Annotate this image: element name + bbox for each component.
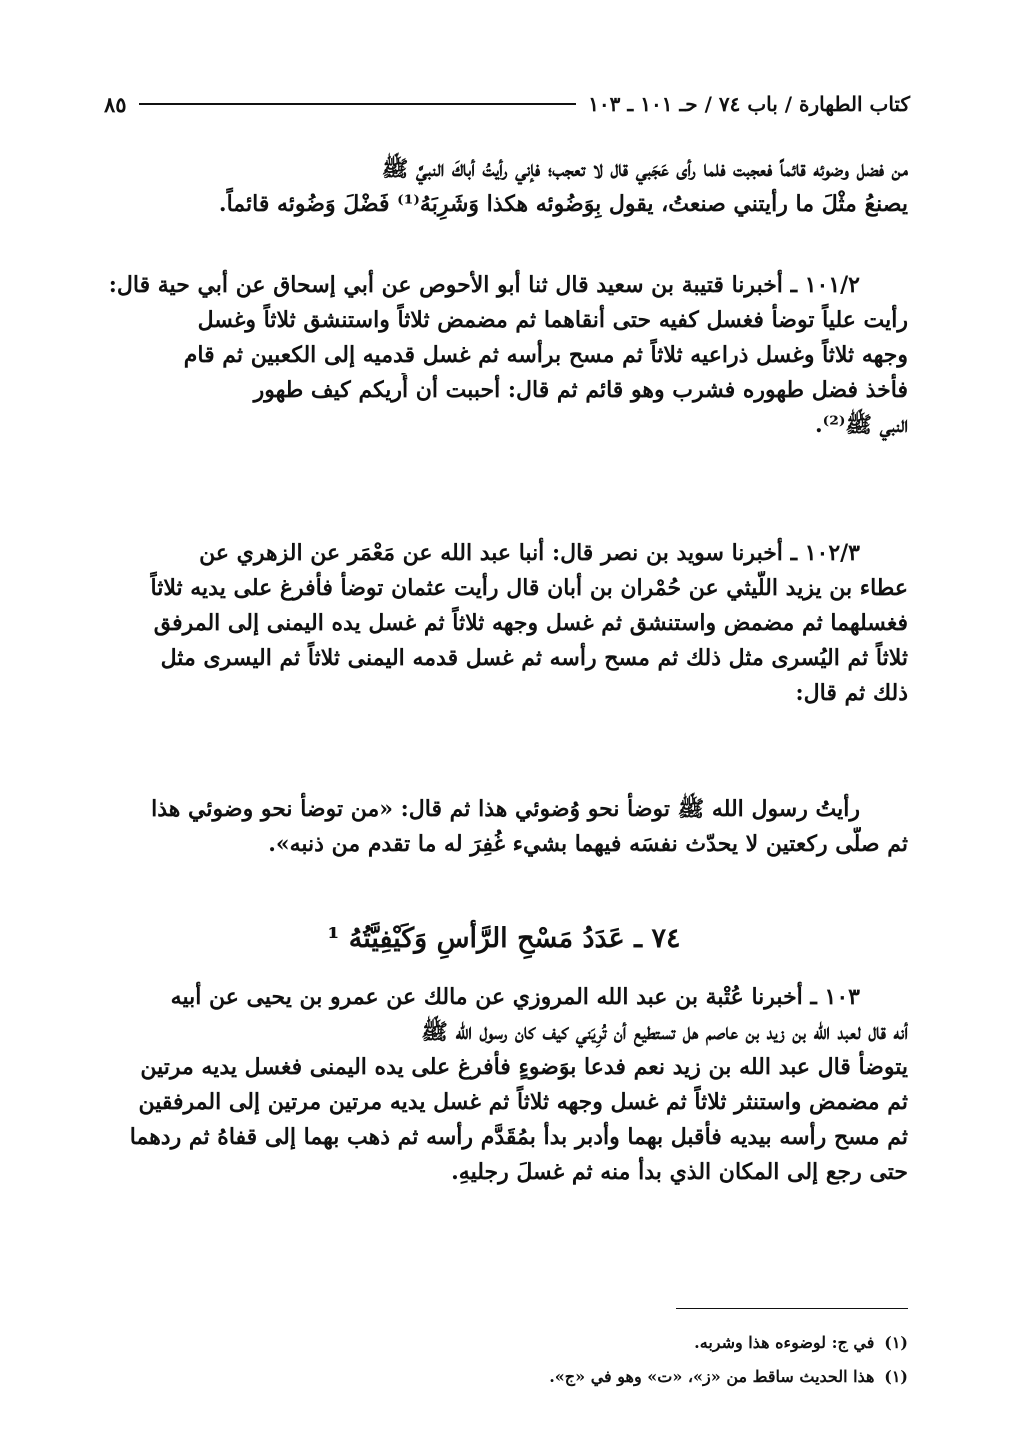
text-line: ١٠١/٢ ـ أخبرنا قتيبة بن سعيد قال ثنا أبو الأحوص عن أبي إسحاق عن أبي حية قال: [108, 272, 860, 298]
text-line: عطاء بن يزيد اللَّيثي عن حُمْران بن أبان قال رأيت عثمان توضأ فأفرغ على يديه ثلاثاً [150, 575, 908, 601]
text-line: رأيتُ رسول الله ﷺ توضأ نحو وُضوئي هذا ثم قال: «من توضأ نحو وضوئي هذا [151, 796, 860, 822]
footnote [300, 1360, 908, 1394]
hadith-103 [100, 980, 908, 1190]
footnote [300, 1326, 908, 1360]
text-line: فغسلهما ثم مضمض واستنشق ثم غسل وجهه ثلاثاً ثم غسل يده اليمنى إلى المرفق [153, 610, 908, 636]
footnotes [300, 1326, 908, 1394]
text-line: يصنعُ مثْلَ ما رأيتني صنعتُ، يقول بِوَضُوئه هكذا وَشَرِبَهُ⁽¹⁾ فَضْلَ وَضُوئه قائماً. [218, 191, 908, 217]
page-number: ٨٥ [104, 91, 127, 117]
text-line: ثم مسح رأسه بيديه فأقبل بهما وأدبر بدأ بمُقَدَّم رأسه ثم ذهب بهما إلى قفاهُ ثم ردهما [129, 1124, 908, 1150]
running-header-title: كتاب الطهارة / باب ٧٤ / حـ ١٠١ ـ ١٠٣ [588, 92, 910, 116]
chapter-heading: ٧٤ ـ عَدَدُ مَسْحِ الرَّأسِ وَكَيْفِيَّتُهُ ¹ [327, 923, 681, 954]
text-line: أنه قال لعبد الله بن زيد بن عاصم هل تستطيع أن تُرِيَني كيف كان رسول الله ﷺ [421, 1019, 908, 1045]
text-line: ذلك ثم قال: [795, 680, 908, 706]
text-line: ١٠٢/٣ ـ أخبرنا سويد بن نصر قال: أنبا عبد الله عن مَعْمَر عن الزهري عن [199, 540, 860, 566]
text-line: رأيت علياً توضأ فغسل كفيه حتى أنقاهما ثم مضمض ثلاثاً واستنشق ثلاثاً وغسل [197, 307, 908, 333]
hadith-101 [100, 268, 908, 443]
text-line: يتوضأ قال عبد الله بن زيد نعم فدعا بوَضوءٍ فأفرغ على يده اليمنى فغسل يديه مرتين [140, 1054, 908, 1080]
text-line: وجهه ثلاثاً وغسل ذراعيه ثلاثاً ثم مسح برأسه ثم غسل قدميه إلى الكعبين ثم قام [183, 342, 908, 368]
footnote-number: (١) [884, 1367, 908, 1386]
text-line: حتى رجع إلى المكان الذي بدأ منه ثم غسلَ رجليهِ. [451, 1159, 908, 1185]
running-header [104, 84, 910, 124]
footnote-rule [676, 1308, 908, 1309]
text-line: النبي ﷺ⁽²⁾. [814, 412, 908, 438]
hadith-102-quote [100, 792, 908, 862]
footnote-number: (١) [884, 1333, 908, 1352]
text-line: ثم مضمض واستنثر ثلاثاً ثم غسل وجهه ثلاثاً ثم غسل يديه مرتين مرتين إلى المرفقين [138, 1089, 908, 1115]
text-line: ثلاثاً ثم اليُسرى مثل ذلك ثم مسح رأسه ثم غسل قدمه اليمنى ثلاثاً ثم اليسرى مثل [160, 645, 908, 671]
footnote-text: في ج: لوضوءه هذا وشربه. [694, 1333, 875, 1352]
footnote-text: هذا الحديث ساقط من «ز»، «ت» وهو في «ج». [549, 1367, 875, 1386]
text-line: فأخذ فضل طهوره فشرب وهو قائم ثم قال: أحببت أن أُريكم كيف طهور [253, 377, 908, 403]
hadith-102 [100, 536, 908, 711]
text-line: ثم صلَّى ركعتين لا يحدّث نفسَه فيهما بشيء غُفِرَ له ما تقدم من ذنبه». [268, 831, 908, 857]
text-line: ١٠٣ ـ أخبرنا عُتْبة بن عبد الله المروزي عن مالك عن عمرو بن يحيى عن أبيه [170, 984, 860, 1010]
header-rule [139, 103, 577, 105]
paragraph-continuation [100, 152, 908, 222]
text-line: من فضل وضوئه قائماً فعجبت فلما رأى عَجَبي قال لا تعجب؛ فإني رأيتُ أباكَ النبيَّ ﷺ [381, 156, 908, 182]
